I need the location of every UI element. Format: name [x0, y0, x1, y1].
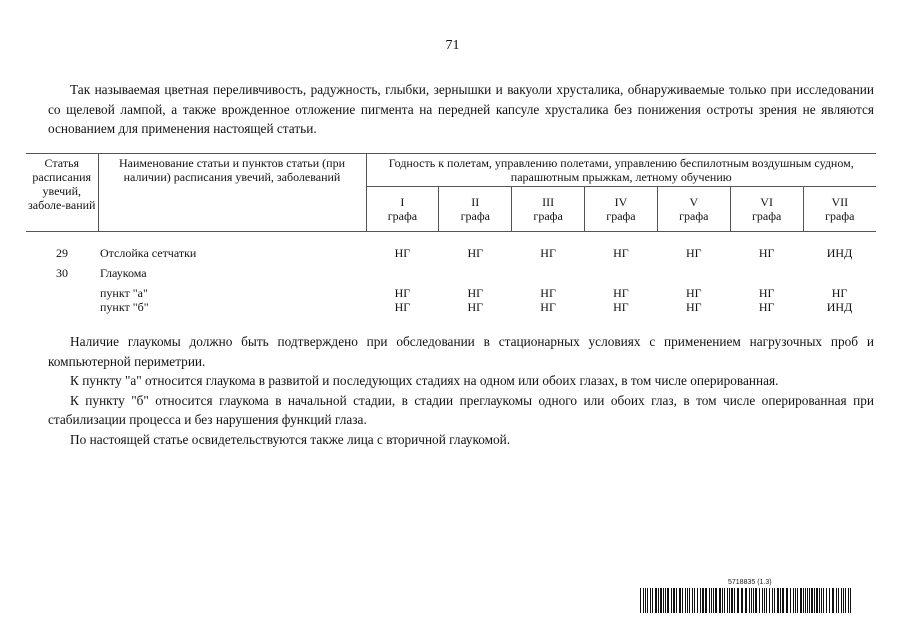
barcode-bar — [729, 588, 730, 613]
fitness-value — [730, 266, 803, 286]
header-name: Наименование статьи и пунктов статьи (при наличии) расписания увечий, заболеваний — [98, 154, 366, 232]
row-name: пункт "б" — [100, 300, 149, 314]
column-label: графа — [533, 209, 563, 223]
fitness-value — [803, 266, 876, 286]
note-paragraph: Наличие глаукомы должно быть подтверждено при обследовании в стационарных условиях с применением нагрузочных проб и компьютерной периметрии. — [48, 334, 874, 369]
row-number: 30 — [56, 266, 68, 280]
barcode-bar — [829, 588, 830, 613]
barcode-bar — [749, 588, 750, 613]
column-header — [657, 187, 730, 232]
fitness-value: НГ — [467, 246, 484, 260]
fitness-value: НГ — [758, 246, 775, 260]
barcode-bar — [700, 588, 701, 613]
barcode-bar — [816, 588, 818, 613]
barcode-bar — [790, 588, 791, 613]
barcode-bar — [737, 588, 739, 613]
fitness-value — [585, 266, 658, 286]
barcode-bar — [682, 588, 683, 613]
barcode-bar — [751, 588, 752, 613]
barcode-bar — [759, 588, 760, 613]
barcode-bar — [665, 588, 666, 613]
fitness-value: НГ — [467, 286, 484, 300]
fitness-table — [26, 153, 876, 314]
fitness-value: НГ — [685, 246, 702, 260]
column-label: графа — [387, 209, 418, 223]
fitness-value: НГ — [685, 300, 702, 314]
page-number: 71 — [445, 38, 460, 53]
column-roman: I — [400, 195, 405, 209]
barcode-bar — [709, 588, 710, 613]
barcode-bar — [845, 588, 846, 613]
barcode-bar — [689, 588, 690, 613]
barcode-bar — [786, 588, 788, 613]
header-fitness: Годность к полетам, управлению полетами, управлению беспилотным воздушным судном, парашютным прыжкам, летному обучению — [366, 154, 876, 187]
barcode-bar — [663, 588, 664, 613]
barcode-bar — [687, 588, 688, 613]
barcode-bar — [660, 588, 662, 613]
barcode-bar — [694, 588, 695, 613]
notes-section — [48, 332, 874, 449]
fitness-value: НГ — [831, 286, 848, 300]
column-header — [803, 187, 876, 232]
column-label: графа — [825, 209, 855, 223]
barcode-bar — [797, 588, 798, 613]
fitness-value: НГ — [394, 246, 411, 260]
fitness-value: НГ — [394, 286, 411, 300]
barcode-bar — [745, 588, 747, 613]
barcode-bar — [774, 588, 775, 613]
fitness-value: НГ — [540, 286, 556, 300]
table-row — [26, 286, 876, 300]
barcode-bar — [741, 588, 743, 613]
barcode-bar — [711, 588, 712, 613]
fitness-value — [439, 266, 512, 286]
barcode-bar — [676, 588, 677, 613]
row-number — [26, 300, 98, 314]
barcode-bar — [850, 588, 851, 613]
barcode-bar — [667, 588, 669, 613]
fitness-value: НГ — [394, 300, 411, 314]
column-header — [730, 187, 803, 232]
column-label: графа — [460, 209, 490, 223]
barcode-bar — [724, 588, 725, 613]
fitness-value: НГ — [467, 300, 484, 314]
fitness-value — [657, 266, 730, 286]
barcode-bar — [755, 588, 757, 613]
note-paragraph: К пункту "а" относится глаукома в развитой и последующих стадиях на одном или обоих глазах, в том числе оперированная. — [70, 373, 779, 388]
barcode-bar — [777, 588, 779, 613]
barcode-bar — [795, 588, 796, 613]
barcode-bar — [692, 588, 693, 613]
fitness-value: НГ — [540, 300, 556, 314]
barcode-bar — [843, 588, 844, 613]
barcode-bar — [782, 588, 784, 613]
barcode-bar — [645, 588, 646, 613]
barcode-bar — [734, 588, 735, 613]
table-row — [26, 266, 876, 286]
barcode-bar — [838, 588, 839, 613]
barcode-bar — [807, 588, 808, 613]
barcode-bar — [803, 588, 804, 613]
barcode-bar — [722, 588, 723, 613]
barcode-bar — [650, 588, 651, 613]
barcode-bar — [809, 588, 810, 613]
column-label: графа — [751, 209, 782, 223]
barcode-bar — [685, 588, 686, 613]
barcode-bar — [640, 588, 641, 613]
table-body — [26, 232, 876, 315]
column-roman: III — [542, 195, 555, 209]
barcode-bar — [673, 588, 675, 613]
table-row — [26, 246, 876, 260]
fitness-value: НГ — [613, 300, 629, 314]
barcode-bar — [823, 588, 824, 613]
barcode-bar — [643, 588, 644, 613]
row-name: Глаукома — [100, 266, 147, 280]
barcode-bar — [764, 588, 765, 613]
barcode-text: 5718835 (1.3) — [728, 579, 772, 586]
barcode-bar — [800, 588, 802, 613]
barcode-bar — [848, 588, 849, 613]
barcode-bar — [647, 588, 648, 613]
barcode-bar — [811, 588, 813, 613]
barcode-bar — [836, 588, 837, 613]
row-number: 29 — [56, 246, 68, 260]
barcode-bar — [826, 588, 827, 613]
column-header — [585, 187, 658, 232]
row-name: Отслойка сетчатки — [100, 246, 197, 260]
column-label: графа — [606, 209, 636, 223]
fitness-value: НГ — [758, 300, 775, 314]
note-paragraph: К пункту "б" относится глаукома в начальной стадии, в стадии преглаукомы одного или обоих глаз, в том числе оперированная при стабилизации процесса и без нарушения функций глаза. — [48, 392, 874, 427]
fitness-value: ИНД — [826, 300, 853, 314]
barcode-bar — [731, 588, 733, 613]
column-header — [439, 187, 512, 232]
table-row — [26, 300, 876, 314]
fitness-value: НГ — [540, 246, 556, 260]
barcode-bar — [841, 588, 842, 613]
fitness-value: НГ — [613, 286, 629, 300]
row-name: пункт "а" — [100, 286, 148, 300]
barcode-bar — [766, 588, 767, 613]
row-number — [26, 286, 98, 300]
fitness-value: НГ — [685, 286, 702, 300]
barcode-bar — [780, 588, 781, 613]
header-article: Статья расписания увечий, заболе-ваний — [26, 154, 98, 232]
column-roman: IV — [614, 195, 628, 209]
barcode-bar — [814, 588, 815, 613]
barcode-bar — [819, 588, 820, 613]
barcode — [640, 579, 855, 614]
barcode-bars — [640, 588, 855, 613]
barcode-bar — [727, 588, 728, 613]
barcode-bar — [705, 588, 707, 613]
column-label: графа — [679, 209, 709, 223]
barcode-bar — [679, 588, 681, 613]
fitness-value — [366, 266, 439, 286]
barcode-bar — [769, 588, 770, 613]
barcode-bar — [713, 588, 714, 613]
barcode-bar — [715, 588, 717, 613]
column-roman: II — [471, 195, 480, 209]
column-roman: VII — [831, 195, 849, 209]
fitness-value: НГ — [758, 286, 775, 300]
barcode-bar — [753, 588, 754, 613]
column-header — [366, 187, 439, 232]
barcode-bar — [762, 588, 763, 613]
barcode-bar — [772, 588, 773, 613]
barcode-bar — [652, 588, 653, 613]
column-header — [512, 187, 585, 232]
barcode-bar — [702, 588, 704, 613]
barcode-bar — [805, 588, 806, 613]
fitness-value: НГ — [613, 246, 629, 260]
barcode-bar — [671, 588, 672, 613]
column-roman: VI — [760, 195, 773, 209]
column-roman: V — [689, 195, 699, 209]
barcode-bar — [793, 588, 794, 613]
barcode-bar — [719, 588, 721, 613]
barcode-bar — [821, 588, 822, 613]
barcode-bar — [697, 588, 698, 613]
note-paragraph: По настоящей статье освидетельствуются также лица с вторичной глаукомой. — [70, 431, 511, 447]
barcode-bar — [832, 588, 834, 613]
fitness-value: ИНД — [826, 246, 853, 260]
barcode-bar — [658, 588, 659, 613]
fitness-value — [512, 266, 585, 286]
barcode-bar — [655, 588, 657, 613]
intro-paragraph: Так называемая цветная переливчивость, радужность, глыбки, зернышки и вакуоли хрусталика, обнаруживаемые только при исследовании со щелевой лампой, а также врожденное отложение пигмента на передней капсуле хрусталика без понижения остроты зрения не являются основанием для применения настоящей статьи. — [48, 82, 874, 136]
